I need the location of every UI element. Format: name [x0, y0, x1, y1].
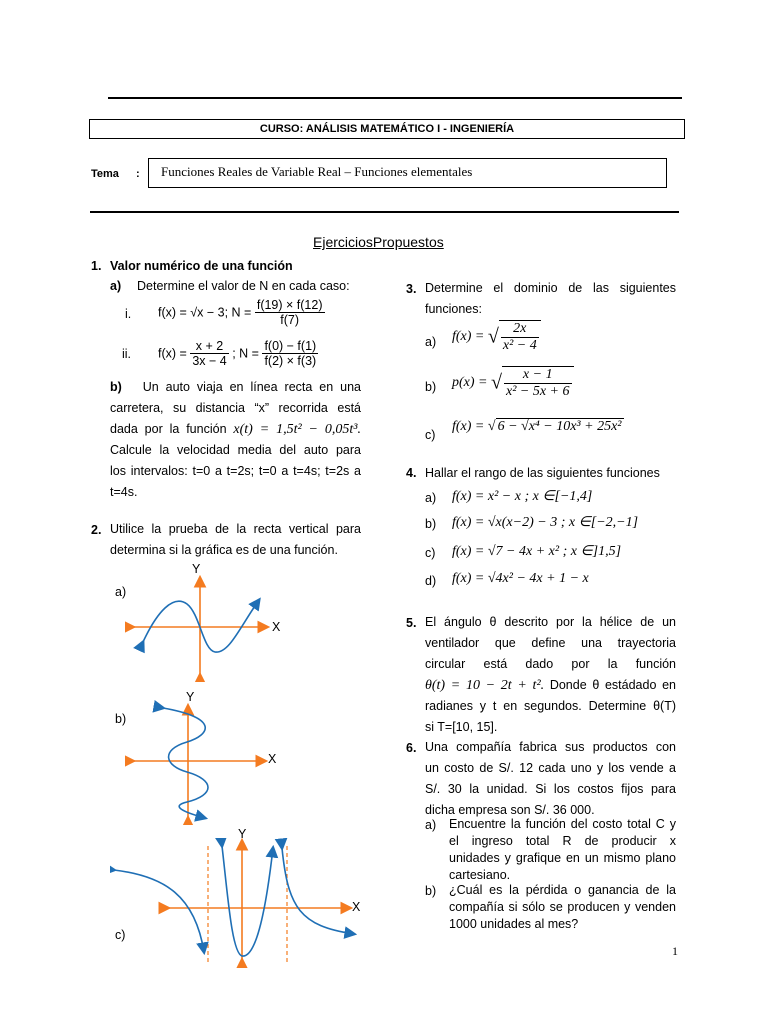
- q2-number: 2.: [91, 523, 102, 537]
- graph-a-y-label: Y: [192, 562, 201, 576]
- q1b-line2: carretera, su distancia “x” recorrida está: [110, 401, 361, 415]
- q6a-label: a): [425, 818, 437, 832]
- q1a-text: Determine el valor de N en cada caso:: [137, 279, 350, 293]
- q1-ii-fx-fraction: [190, 339, 228, 368]
- tema-box: [148, 158, 667, 188]
- q4c-label: c): [425, 546, 436, 560]
- q1-ii-fraction: [262, 339, 318, 368]
- q3b-expression: p(x) = √ $\frac{x - 1}{\text{x² − 5x + 6}}$: [452, 366, 574, 400]
- q2-paragraph: [110, 519, 361, 561]
- q4d-label: d): [425, 574, 437, 588]
- q3b-numerator: x − 1: [504, 367, 572, 384]
- q6-line3: S/. 30 la unidad. Si los costos fijos para: [425, 782, 676, 796]
- section-title: EjerciciosPropuestos: [313, 234, 444, 250]
- q3-number: 3.: [406, 282, 417, 296]
- q6b-line1: ¿Cuál es la pérdida o ganancia de la: [449, 883, 676, 897]
- q4b-label: b): [425, 517, 437, 531]
- graph-c-label: c): [115, 928, 126, 942]
- q3b-lhs: p(x) =: [452, 375, 488, 390]
- q4-line1: Hallar el rango de las siguientes funciones: [425, 466, 660, 480]
- q3-paragraph: [425, 278, 676, 320]
- q1b-line4: Calcule la velocidad media del auto para: [110, 443, 361, 457]
- q4d-expression: f(x) = √4x² − 4x + 1 − x: [452, 571, 589, 586]
- q1b-line6: t=4s.: [110, 485, 138, 499]
- q1b-line3-text: dada por la función: [110, 422, 227, 436]
- q6-line1: Una compañía fabrica sus productos con: [425, 740, 676, 754]
- q3a-label: a): [425, 335, 437, 349]
- tema-value: Funciones Reales de Variable Real – Funciones elementales: [161, 164, 473, 179]
- q1-ii-denominator: f(2) × f(3): [264, 354, 317, 368]
- q6-line4: dicha empresa son S/. 36 000.: [425, 803, 595, 817]
- graph-b-x-label: X: [268, 752, 277, 766]
- course-title: CURSO: ANÁLISIS MATEMÁTICO I - INGENIERÍA: [259, 123, 515, 135]
- q1-ii-label: ii.: [122, 347, 132, 361]
- q3a-numerator: 2x: [501, 321, 539, 338]
- graph-a-curve: [143, 600, 259, 652]
- q4a-label: a): [425, 491, 437, 505]
- q1-i-numerator: f(19) × f(12): [256, 298, 323, 312]
- graph-b-curve: [163, 708, 208, 818]
- q6a-line3: unidades y grafique en un mismo plano: [449, 851, 676, 865]
- graph-c-curve-left: [114, 870, 204, 952]
- top-rule: [108, 97, 682, 99]
- graph-c-x-label: X: [352, 900, 361, 914]
- q1-ii-fx-numerator: x + 2: [190, 339, 228, 354]
- q6-line2: un costo de S/. 12 cada uno y los vende a: [425, 761, 676, 775]
- graph-c-curve-middle: [222, 846, 273, 956]
- q5-line5: radianes y t en segundos. Determine θ(T): [425, 699, 676, 713]
- q1b-function: x(t) = 1,5t² − 0,05t³.: [233, 422, 361, 437]
- q1-ii-fx-pre: f(x) =: [158, 346, 187, 361]
- q5-number: 5.: [406, 616, 417, 630]
- q4c-expression: f(x) = √7 − 4x + x² ; x ∈]1,5]: [452, 544, 622, 559]
- q1b-line5: los intervalos: t=0 a t=2s; t=0 a t=4s; t=2s a: [110, 464, 361, 478]
- q3c-radicand: 6 − √x⁴ − 10x³ + 25x²: [497, 419, 622, 434]
- q3a-lhs: f(x) =: [452, 329, 485, 344]
- q1-ii-numerator: f(0) − f(1): [264, 339, 317, 353]
- q3b-denominator: x² − 5x + 6: [505, 384, 570, 399]
- q6a-paragraph: [449, 816, 676, 884]
- q3b-label: b): [425, 380, 437, 394]
- q5-line1: El ángulo θ descrito por la hélice de un: [425, 615, 676, 629]
- graph-c-curve-right: [282, 848, 354, 934]
- graph-b-label: b): [115, 712, 127, 726]
- q6b-paragraph: [449, 882, 676, 933]
- q1b-label: b): [110, 380, 122, 394]
- q1b-paragraph: [110, 377, 361, 503]
- q3c-expression: f(x) = √ 6 − √x⁴ − 10x³ + 25x²: [452, 419, 622, 434]
- q1-ii-function: [158, 339, 318, 368]
- q5-paragraph: [425, 612, 676, 738]
- q1b-line3: [110, 419, 361, 440]
- q1-ii-mid: ; N =: [232, 346, 259, 361]
- q1-i-fx: f(x) = √x − 3; N =: [158, 305, 252, 320]
- q2-line2: determina si la gráfica es de una función.: [110, 543, 338, 557]
- q1-i-denominator: f(7): [280, 313, 300, 327]
- q5-line2: ventilador que define una trayectoria: [425, 636, 676, 650]
- q1a-label: a): [110, 279, 122, 293]
- graph-c-y-label: Y: [238, 827, 247, 841]
- q3a-denominator: x² − 4: [502, 338, 537, 353]
- q4a-expression: f(x) = x² − x ; x ∈[−1,4]: [452, 489, 593, 504]
- graph-a-label: a): [115, 585, 127, 599]
- graph-a-x-label: X: [272, 620, 281, 634]
- q6b-label: b): [425, 884, 437, 898]
- q1-ii-fx-denominator: 3x − 4: [192, 354, 227, 368]
- q1-number: 1.: [91, 259, 102, 273]
- q6-paragraph: [425, 737, 676, 821]
- q6-number: 6.: [406, 741, 417, 755]
- q3a-expression: f(x) = √ $\frac{2x}{\text{x² − 4}}$: [452, 320, 541, 354]
- q6a-line1: Encuentre la función del costo total C y: [449, 817, 676, 831]
- graph-c: [110, 838, 360, 968]
- q1-title: Valor numérico de una función: [110, 259, 293, 273]
- q1-i-fraction: [255, 298, 325, 327]
- q3c-lhs: f(x) =: [452, 419, 485, 434]
- q4b-expression: f(x) = √x(x−2) − 3 ; x ∈[−2,−1]: [452, 515, 639, 530]
- course-box: [89, 119, 685, 139]
- q6a-line4: cartesiano.: [449, 868, 511, 882]
- q5-func-line: [425, 675, 676, 696]
- q5-line4: Donde θ estádado en: [549, 678, 676, 692]
- q5-line3: circular está dado por la función: [425, 657, 676, 671]
- q6a-line2: el ingreso total R de producir x: [449, 834, 676, 848]
- q6b-line2: compañía si sólo se producen y venden: [449, 900, 676, 914]
- q1b-line1: [110, 377, 361, 398]
- q6b-line3: 1000 unidades al mes?: [449, 917, 579, 931]
- q3c-label: c): [425, 428, 436, 442]
- tema-label: Tema: [91, 168, 119, 180]
- page-number: 1: [672, 944, 678, 958]
- q1b-line1-text: Un auto viaja en línea recta en una: [142, 380, 361, 394]
- graph-b-y-label: Y: [186, 690, 195, 704]
- q3-line2: funciones:: [425, 302, 482, 316]
- q5-line6: si T=[10, 15].: [425, 720, 498, 734]
- q1-i-label: i.: [125, 307, 132, 321]
- graph-a: [125, 572, 275, 682]
- q3-line1: Determine el dominio de las siguientes: [425, 281, 676, 295]
- q4-number: 4.: [406, 466, 417, 480]
- q2-line1: Utilice la prueba de la recta vertical para: [110, 522, 361, 536]
- header-bottom-rule: [90, 211, 679, 213]
- tema-colon: :: [136, 168, 140, 180]
- graph-b: [125, 700, 270, 825]
- q5-function: θ(t) = 10 − 2t + t².: [425, 678, 545, 693]
- q1-i-function: [158, 298, 325, 327]
